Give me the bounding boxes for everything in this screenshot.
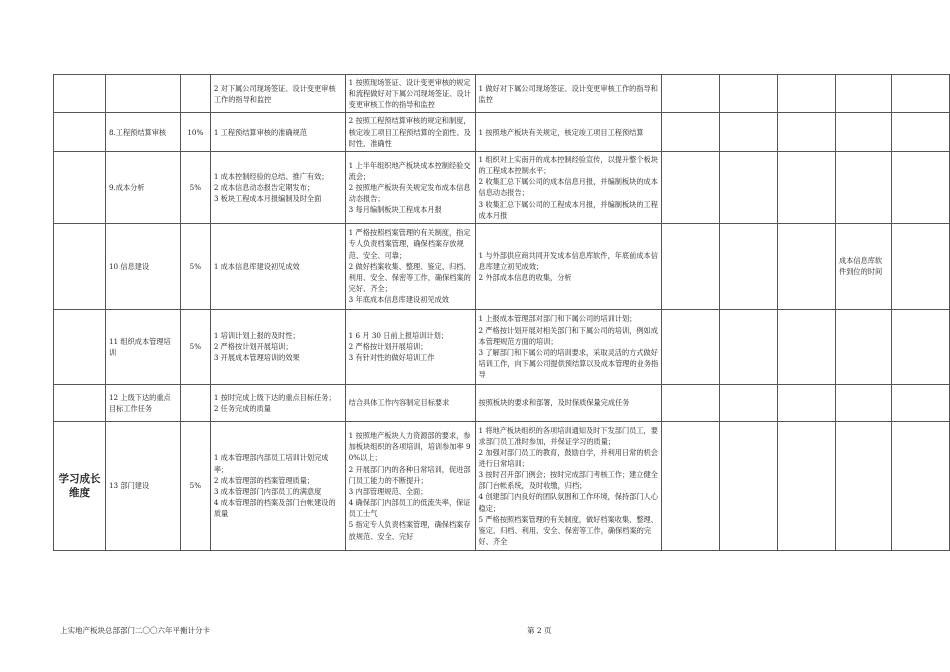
plan-cell <box>345 75 475 113</box>
plan-cell <box>345 113 475 151</box>
empty-cell <box>891 223 949 309</box>
remark-cell <box>836 75 892 113</box>
measures-cell-line: 2 任务完成的质量 <box>213 403 271 413</box>
scorecard-table <box>53 74 950 551</box>
empty-cell <box>891 384 949 421</box>
empty-cell <box>720 421 778 550</box>
empty-cell <box>720 223 778 309</box>
plan-cell <box>345 309 475 384</box>
deliverable-cell-line: 3 收集汇总下属公司的工程成本月报，并编制板块的工程成本月报 <box>478 199 658 220</box>
deliverable-cell-line: 1 组织对上实南开的成本控制经验宣传，以提升整个板块的工程成本控制水平； <box>478 154 658 176</box>
empty-cell <box>720 384 778 421</box>
empty-cell <box>662 75 720 113</box>
dimension-cell: 学习成长维度 <box>54 421 106 550</box>
empty-cell <box>778 113 836 151</box>
measures-cell <box>210 75 345 113</box>
empty-cell <box>720 151 778 223</box>
dimension-cell <box>54 113 106 151</box>
measures-cell-line: 1 按时完成上级下达的重点目标任务； <box>213 392 336 402</box>
remark-cell <box>836 421 892 550</box>
plan-cell-line: 1 按照地产板块人力资源部的要求，参加板块组织的各项培训，培训参加率 90%以上； <box>348 431 471 463</box>
dimension-cell <box>54 151 106 223</box>
deliverable-cell-line: 3 了解部门和下属公司的培训要求，采取灵活的方式做好培训工作，向下属公司提供预结算以及成本管理的业务指导 <box>478 347 659 380</box>
empty-cell <box>662 421 720 550</box>
measures-cell <box>210 421 345 550</box>
measures-cell-line: 1 成本信息库建设初见成效 <box>213 261 300 271</box>
measures-cell <box>210 151 345 223</box>
deliverable-cell-line: 2 加强对部门员工的教育，鼓励自学，并利用日常的机会进行日常培训； <box>478 447 658 468</box>
remark-cell <box>836 151 892 223</box>
measures-cell <box>210 384 345 421</box>
item-cell: 12 上级下达的重点目标工作任务 <box>105 384 180 421</box>
deliverable-cell-line: 1 按照地产板块有关规定，核定竣工项目工程预结算 <box>478 127 644 137</box>
plan-cell <box>345 421 475 550</box>
plan-cell-line: 2 开展部门内的各种日常培训，促进部门员工能力的不断提升； <box>348 464 471 485</box>
empty-cell <box>662 151 720 223</box>
measures-cell <box>210 113 345 151</box>
dimension-cell <box>54 223 106 309</box>
item-cell: 10 信息建设 <box>105 223 180 309</box>
item-cell: 13 部门建设 <box>105 421 180 550</box>
empty-cell <box>891 421 949 550</box>
plan-cell-line: 3 每月编制板块工程成本月报 <box>348 205 442 215</box>
plan-cell-line: 2 按照工程预结算审核的规定和制度，核定竣工项目工程预结算的全面性、及时性、准确性 <box>348 116 471 148</box>
dimension-cell <box>54 384 106 421</box>
empty-cell <box>720 75 778 113</box>
dimension-cell <box>54 309 106 384</box>
deliverable-cell-line: 1 上报成本管理部对部门和下属公司的培训计划； <box>478 314 637 324</box>
plan-cell-line: 3 内部管理规范、全面； <box>348 486 428 496</box>
remark-cell <box>836 113 892 151</box>
measures-cell-line: 1 培训计划上报的及时性； <box>213 331 300 341</box>
empty-cell <box>778 75 836 113</box>
weight-cell: 5% <box>180 151 210 223</box>
remark-cell <box>836 309 892 384</box>
table-row <box>54 75 950 113</box>
weight-cell <box>180 384 210 421</box>
measures-cell-line: 3 开展成本管理培训的效果 <box>213 353 300 363</box>
plan-cell-line: 结合具体工作内容制定目标要求 <box>348 398 450 408</box>
empty-cell <box>778 309 836 384</box>
table-row <box>54 151 950 223</box>
table-row <box>54 113 950 151</box>
weight-cell: 5% <box>180 223 210 309</box>
measures-cell-line: 2 成本信息动态报告定期发布； <box>213 182 315 192</box>
deliverable-cell <box>475 309 662 384</box>
measures-cell-line: 1 成本控制经验的总结、推广有效； <box>213 171 329 181</box>
table-row <box>54 384 950 421</box>
footer-title: 上实地产板块总部部门二〇〇六年平衡计分卡 <box>60 626 210 635</box>
measures-cell-line: 1 成本管理部内部员工培训计划完成率； <box>213 453 329 474</box>
empty-cell <box>720 309 778 384</box>
deliverable-cell <box>475 151 662 223</box>
plan-cell-line: 1 严格按照档案管理的有关制度，指定专人负责档案管理，确保档案存放规范、安全、可靠； <box>348 228 471 260</box>
item-cell: 9.成本分析 <box>105 151 180 223</box>
empty-cell <box>778 421 836 550</box>
table-row <box>54 223 950 309</box>
item-cell <box>105 75 180 113</box>
plan-cell-line: 2 按照地产板块有关规定发布成本信息动态报告； <box>348 182 471 203</box>
measures-cell <box>210 309 345 384</box>
deliverable-cell-line: 按照板块的要求和部署，及时保质保量完成任务 <box>478 398 630 408</box>
dimension-cell <box>54 75 106 113</box>
plan-cell-line: 3 年底成本信息库建设初见成效 <box>348 295 449 305</box>
plan-cell <box>345 223 475 309</box>
deliverable-cell-line: 4 创建部门内良好的团队氛围和工作环境，保持部门人心稳定； <box>478 492 658 513</box>
deliverable-cell <box>475 75 662 113</box>
measures-cell-line: 2 成本管理部的档案管理质量； <box>213 475 315 485</box>
empty-cell <box>720 113 778 151</box>
deliverable-cell-line: 1 做好对下属公司现场签证、设计变更审核工作的指导和监控 <box>478 83 658 104</box>
item-cell: 11 组织成本管理培训 <box>105 309 180 384</box>
empty-cell <box>778 384 836 421</box>
weight-cell: 10% <box>180 113 210 151</box>
measures-cell-line: 3 板块工程成本月报编制及时全面 <box>213 193 322 203</box>
deliverable-cell <box>475 113 662 151</box>
deliverable-cell-line: 2 收集汇总下属公司的成本信息月报，并编制板块的成本信息动态报告； <box>478 177 658 198</box>
deliverable-cell-line: 3 按时召开部门例会；按时完成部门考核工作；建立健全部门台帐系统，及时收缴，归档； <box>478 470 658 491</box>
plan-cell-line: 2 做好档案收集、整理、鉴定、归档、利用、安全、保密等工作，确保档案的完好、齐全； <box>348 261 471 294</box>
plan-cell-line: 2 严格按计划开展培训； <box>348 342 428 352</box>
plan-cell <box>345 384 475 421</box>
empty-cell <box>662 309 720 384</box>
deliverable-cell <box>475 223 662 309</box>
empty-cell <box>891 75 949 113</box>
empty-cell <box>662 113 720 151</box>
measures-cell <box>210 223 345 309</box>
table-row <box>54 309 950 384</box>
table-row <box>54 421 950 550</box>
remark-cell <box>836 384 892 421</box>
weight-cell: 5% <box>180 309 210 384</box>
deliverable-cell-line: 5 严格按照档案管理的有关制度，做好档案收集、整理、鉴定、归档、利用、安全、保密等工作，确保档案的完好、齐全 <box>478 514 658 547</box>
deliverable-cell-line: 1 与外部供应商共同开发成本信息库软件，年底前成本信息库建立初见成效； <box>478 250 658 271</box>
plan-cell-line: 1 按照现场签证、设计变更审核的规定和流程做好对下属公司现场签证、设计变更审核工作的指导和监控 <box>348 78 471 110</box>
measures-cell-line: 2 严格按计划开展培训； <box>213 342 293 352</box>
measures-cell-line: 3 成本管理部门内部员工的满意度 <box>213 486 322 496</box>
empty-cell <box>778 223 836 309</box>
page-number: 第 2 页 <box>527 626 552 635</box>
deliverable-cell-line: 2 严格按计划开展对相关部门和下属公司的培训，例如成本管理规范方面的培训； <box>478 325 658 346</box>
weight-cell: 5% <box>180 421 210 550</box>
empty-cell <box>891 113 949 151</box>
plan-cell-line: 5 指定专人负责档案管理，确保档案存放规范、安全、完好 <box>348 520 471 541</box>
measures-cell-line: 4 成本管理部的档案及部门台帐建设的质量 <box>213 498 336 519</box>
measures-cell-line: 1 工程预结算审核的准确规范 <box>213 127 307 137</box>
empty-cell <box>662 223 720 309</box>
empty-cell <box>778 151 836 223</box>
measures-cell-line: 2 对下属公司现场签证、设计变更审核工作的指导和监控 <box>213 83 336 104</box>
empty-cell <box>891 309 949 384</box>
plan-cell-line: 4 确保部门内部员工的低流失率，保证员工士气 <box>348 498 471 519</box>
deliverable-cell-line: 1 将地产板块组织的各项培训通知及时下发部门员工，要求部门员工准时参加，并保证学习的质量； <box>478 425 658 446</box>
deliverable-cell-line: 2 外部成本信息的收集，分析 <box>478 272 572 282</box>
plan-cell-line: 3 有针对性的做好培训工作 <box>348 353 435 363</box>
deliverable-cell <box>475 384 662 421</box>
weight-cell <box>180 75 210 113</box>
plan-cell <box>345 151 475 223</box>
empty-cell <box>891 151 949 223</box>
plan-cell-line: 1 上半年组织地产板块成本控制经验交流会； <box>348 160 471 181</box>
item-cell: 8.工程预结算审核 <box>105 113 180 151</box>
deliverable-cell <box>475 421 662 550</box>
empty-cell <box>662 384 720 421</box>
remark-cell: 成本信息库软件到位的时间 <box>836 223 892 309</box>
plan-cell-line: 1 6 月 30 日前上报培训计划； <box>348 331 448 341</box>
